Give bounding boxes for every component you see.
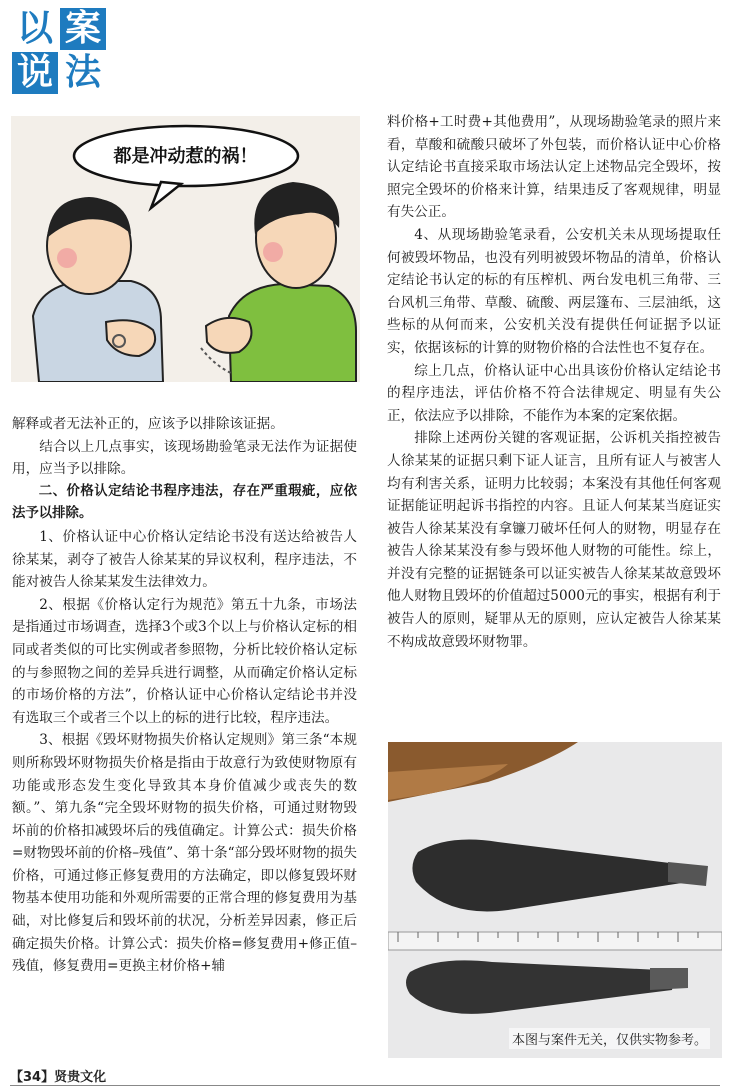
page-footer: 【34】贤贵文化 [10, 1070, 107, 1085]
logo-char: 法 [64, 52, 101, 93]
logo-char: 案 [60, 8, 106, 50]
logo-char: 说 [12, 52, 58, 94]
paragraph: 1、价格认证中心价格认定结论书没有送达给被告人徐某某，剥夺了被告人徐某某的异议权利，程序违法，不能对被告人徐某某发生法律效力。 [12, 528, 357, 591]
paragraph: 2、根据《价格认定行为规范》第五十九条，市场法是指通过市场调查，选择3个或3个以上与价格认定标的相同或者类似的可比实例或者参照物，分析比较价格认定标的与参照物之间的差异兵进行调整，从而确定价格认定标的市场价格的方法”，价格认证中心价格认定结论书并没有选取三个或者三个以上的标的进行比较，程序违法。 [12, 596, 357, 726]
paragraph: 3、根据《毁坏财物损失价格认定规则》第三条“本规则所称毁坏财物损失价格是指由于故意行为致使财物原有功能或形态发生变化导致其本身价值减少或丧失的数额。”、第九条“完全毁坏财物的损失价格，可通过财物毁坏前的价格扣减毁坏后的残值确定。计算公式：损失价格=财物毁坏前的价格–残值”、第十条“部分毁坏财物的损失价格，可通过修正修复费用的方法确定，即以修复毁坏财物基本使用功能和外观所需要的正常合理的修复费用为基础，对比修复后和毁坏前的状况，分析差异因素，修正后确定损失价格。计算公式：损失价格=修复费用+修正值–残值，修复费用=更换主材价格+辅 [12, 732, 357, 975]
article-left-column [12, 413, 357, 978]
paragraph: 料价格+工时费+其他费用”，从现场勘验笔录的照片来看，草酸和硫酸只破坏了外包装，而价格认证中心价格认定结论书直接采取市场法认定上述物品完全毁坏，按照完全毁坏的价格来计算，结果违反了客观规律，明显有失公正。 [387, 114, 721, 221]
section-heading: 二、价格认定结论书程序违法，存在严重瑕疵，应依法予以排除。 [12, 483, 357, 522]
article-right-column [387, 111, 721, 653]
photo-caption: 本图与案件无关，仅供实物参考。 [509, 1028, 710, 1049]
paragraph: 解释或者无法补正的，应该予以排除该证据。 [12, 416, 284, 432]
column-logo [12, 8, 110, 96]
paragraph: 综上几点，价格认证中心出具该份价格认定结论书的程序违法，评估价格不符合法律规定、明显有失公正，依法应予以排除，不能作为本案的定案依据。 [387, 362, 721, 424]
cartoon-illustration [11, 116, 360, 382]
speech-bubble-text: 都是冲动惹的祸！ [113, 146, 258, 167]
paragraph: 4、从现场勘验笔录看，公安机关未从现场提取任何被毁坏物品，也没有列明被毁坏物品的清单，价格认定结论书认定的标的有压榨机、两台发电机三角带、三台风机三角带、草酸、硫酸、两层篷布、三层油纸，这些标的从何而来，公安机关没有提供任何证据予以证实，依据该标的计算的财物价格的合法性也不复存在。 [387, 226, 721, 356]
paragraph: 结合以上几点事实，该现场勘验笔录无法作为证据使用，应当予以排除。 [12, 438, 357, 478]
footer-divider [10, 1085, 720, 1086]
machete-drawing [388, 742, 722, 1058]
logo-char: 以 [16, 8, 53, 49]
paragraph: 排除上述两份关键的客观证据，公诉机关指控被告人徐某某的证据只剩下证人证言，且所有证人与被害人均有利害关系，证明力比较弱；本案没有其他任何客观证据能证明起诉书指控的内容。且证人何某某当庭证实被告人徐某某没有拿镰刀破坏任何人的财物，明显存在被告人徐某某没有参与毁坏他人财物的可能性。综上，并没有完整的证据链条可以证实被告人徐某某故意毁坏他人财物且毁坏的价值超过5000元的事实，根据有利于被告人的原则，疑罪从无的原则，应认定被告人徐某某不构成故意毁坏财物罪。 [387, 430, 721, 650]
machete-photo [388, 742, 722, 1058]
